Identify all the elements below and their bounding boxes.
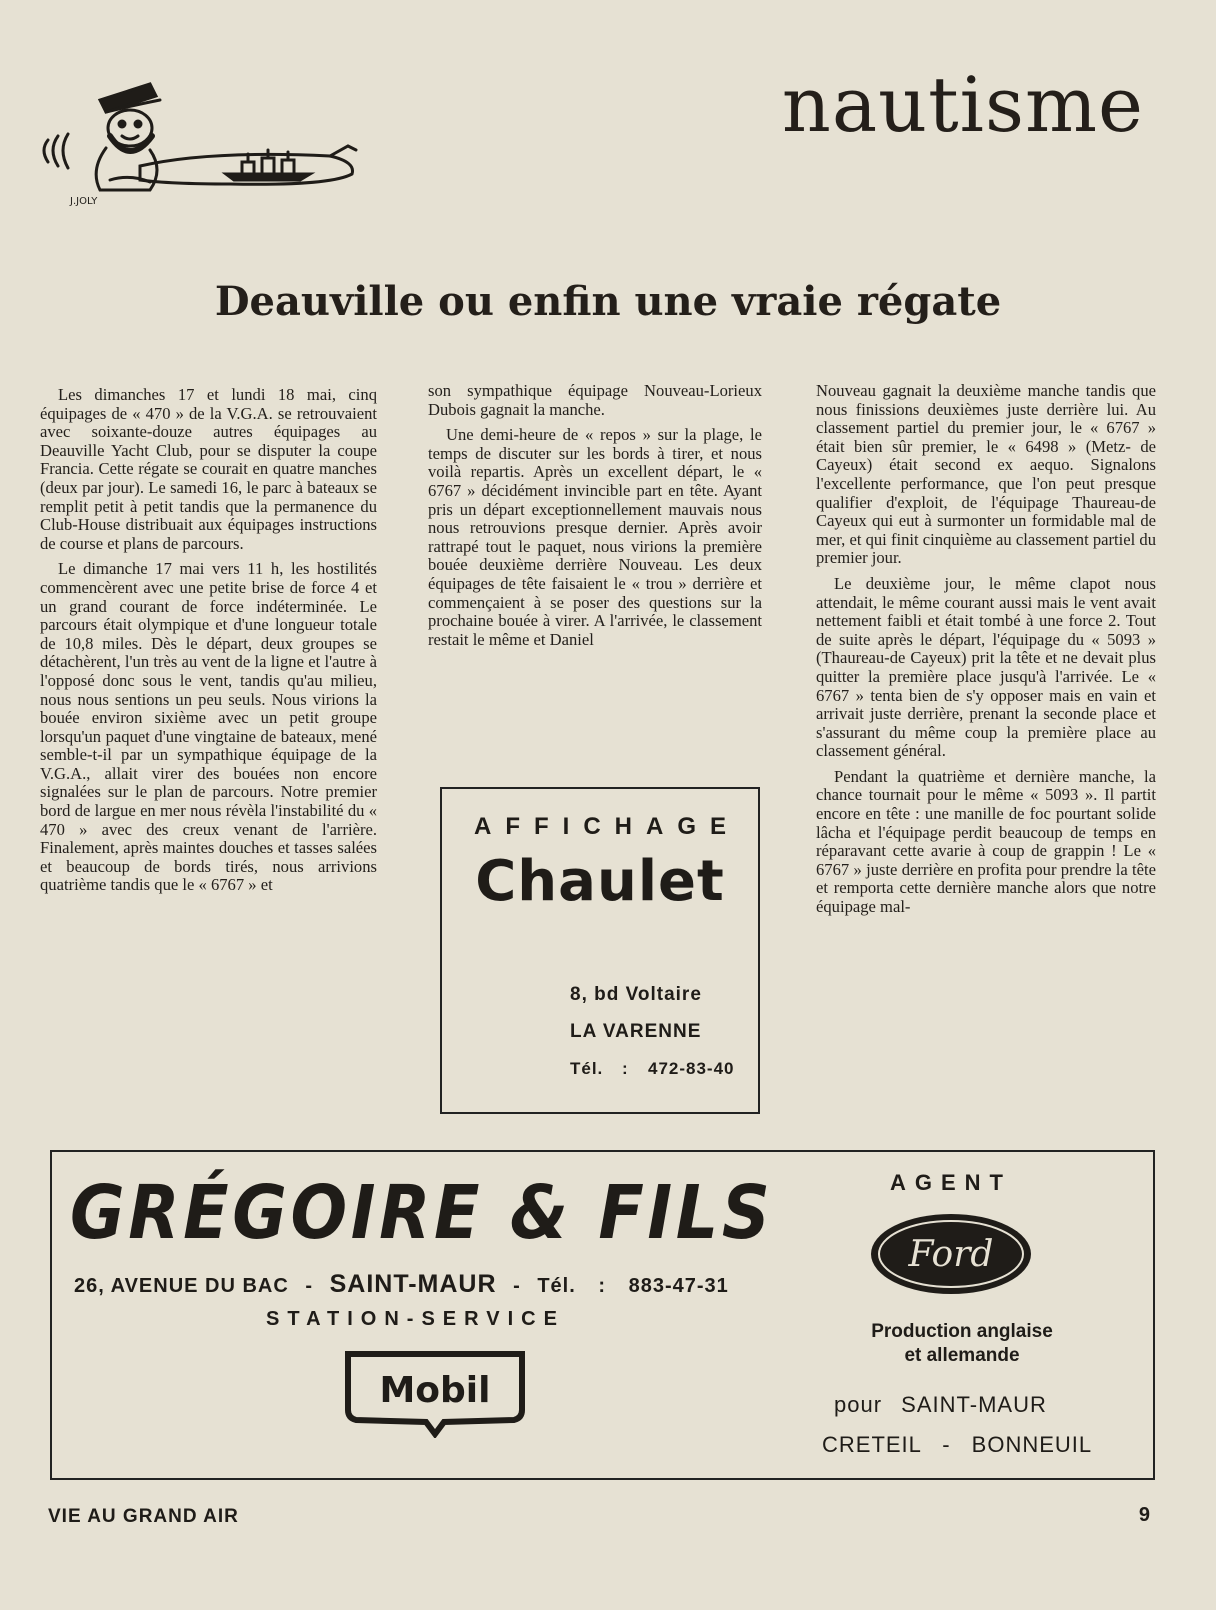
paragraph: Les dimanches 17 et lundi 18 mai, cinq équipages de « 470 » de la V.G.A. se retrouvaient avec soixante-douze autres équipages au Deauville Yacht Club, pour se disputer la coupe Francia. Cette régate se courait en quatre manches (deux par jour). Le samedi 16, le parc à bateaux se remplit petit à petit tandis que la permanence du Club-House distribuait aux équipages instructions de course et plans de parcours. (40, 385, 377, 553)
paragraph: Le deuxième jour, le même clapot nous attendait, le même courant aussi mais le vent avait nettement faibli et était tombé à une force 2. Tout de suite après le départ, l'équipage du « 5093 » (Thaureau-de Cayeux) prit la tête et ne devait plus quitter la première place jusqu'à l'arrivée. Le « 6767 » tenta bien de s'y opposer mais en vain et arrivait juste derrière, prenant la seconde place et s'assurant du même coup la première place au classement général. (816, 573, 1156, 761)
ad-kicker: AFFICHAGE (474, 813, 740, 840)
separator: - (942, 1432, 951, 1457)
paragraph: Le dimanche 17 mai vers 11 h, les hostilités commencèrent avec une petite brise de force 4 et un grand courant de force indéterminée. Le parcours était olympique et d'une longueur totale de 10,8 miles. Dès le départ, deux groupes se détachèrent, l'un très au vent de la ligne et l'autre à l'opposé donc sous le vent, tandis qu'au milieu, nous nous sentions un peu seuls. Nous virions la bouée environ sixième avec un petit groupe lorsqu'un paquet d'une vingtaine de bateaux, mené semble-t-il par un sympathique équipage de la V.G.A., allait virer des bouées non encore signalées sur le plan de parcours. Notre premier bord de largue en mer nous révèla l'instabilité du « 470 » avec des creux venant de l'arrière. Finalement, après maintes douches et tasses salées et beaucoup de bords tirés, nous arrivions quatrième tandis que le « 6767 » et (40, 559, 377, 895)
area-2: BONNEUIL (971, 1432, 1093, 1457)
ad-area-line (822, 1432, 1092, 1458)
separator: - (305, 1275, 314, 1297)
separator: - (513, 1275, 521, 1297)
ad-gregoire-fils (50, 1150, 1155, 1480)
ad-street: 26, AVENUE DU BAC (74, 1275, 289, 1297)
paragraph: son sympathique équipage Nouveau-Lorieux Dubois gagnait la manche. (428, 381, 762, 419)
article-title: Deauville ou enfin une vraie régate (214, 278, 1002, 325)
pour-word: pour (834, 1392, 883, 1417)
ford-logo (866, 1210, 1036, 1298)
article-column-1 (40, 386, 377, 902)
production-line-2: et allemande (904, 1345, 1020, 1366)
paragraph: Nouveau gagnait la deuxième manche tandis que nous finissions deuxièmes juste derrière lui. Au classement partiel du premier jour, le « 6767 » était bien sûr premier, le « 6498 » (Metz- de Cayeux) était second ex aequo. Signalons l'excellente performance, que l'on peut presque qualifier d'exploit, de l'équipage Thaureau-de Cayeux qui eut à surmonter un formidable mal de mer, et qui finit cinquième au classement partiel du premier jour. (816, 381, 1156, 568)
ad-service: STATION-SERVICE (266, 1308, 565, 1330)
ad-address: 8, bd Voltaire (570, 984, 702, 1005)
area-1: CRETEIL (822, 1432, 922, 1457)
mobil-text: Mobil (379, 1370, 491, 1411)
ad-address-line (74, 1270, 729, 1299)
tel-label: Tél. (570, 1059, 604, 1078)
footer-publication: VIE AU GRAND AIR (48, 1506, 239, 1527)
ad-phone (570, 1059, 735, 1079)
ad-pour-line (834, 1392, 1047, 1418)
tel-sep: : (622, 1059, 629, 1078)
article-column-2 (428, 382, 762, 656)
mobil-logo (340, 1348, 530, 1438)
tel-number: 883-47-31 (628, 1275, 729, 1297)
paragraph: Pendant la quatrième et dernière manche, la chance tournait pour le même « 5093 ». Il partit encore en tête : une manille de foc pourtant solide lâcha et l'équipage perdit beaucoup de temps en réparavant cette avarie à coup de grappin ! Le « 6767 » juste derrière en profita pour prendre la tête et remporta cette dernière manche alors que notre équipage mal- (816, 766, 1156, 917)
ad-production (812, 1320, 1112, 1368)
article-column-3 (816, 382, 1156, 924)
sailor-bottle-illustration (30, 70, 370, 210)
pour-city: SAINT-MAUR (901, 1392, 1047, 1417)
ad-brand: Chaulet (475, 849, 725, 914)
ad-city: LA VARENNE (570, 1021, 702, 1042)
ad-city: SAINT-MAUR (329, 1270, 497, 1298)
ad-agent-label: AGENT (890, 1170, 1012, 1195)
production-line-1: Production anglaise (871, 1321, 1053, 1342)
tel-label: Tél. (537, 1275, 576, 1297)
ad-chaulet (440, 787, 760, 1114)
section-title: nautisme (781, 60, 1144, 149)
page-number: 9 (1138, 1504, 1150, 1526)
ad-company-name: GRÉGOIRE & FILS (70, 1170, 774, 1256)
ford-text: Ford (908, 1234, 994, 1275)
tel-number: 472-83-40 (648, 1059, 735, 1078)
illustration-signature: J.JOLY (70, 196, 98, 207)
paragraph: Une demi-heure de « repos » sur la plage, le temps de discuter sur les bords à tirer, et nous voilà repartis. Après un excellent départ, le « 6767 » décidément invincible part en tête. Ayant pris un départ exceptionnellement mauvais nous nous retrouvions presque dernier. Après avoir rattrapé tout le paquet, nous virions la première bouée deuxième derrière Nouveau. Les deux équipages de tête faisaient le « trou » derrière et commençaient à se poser des questions sur la prochaine bouée à virer. A l'arrivée, le classement restait le même et Daniel (428, 425, 762, 649)
tel-sep: : (598, 1275, 607, 1297)
